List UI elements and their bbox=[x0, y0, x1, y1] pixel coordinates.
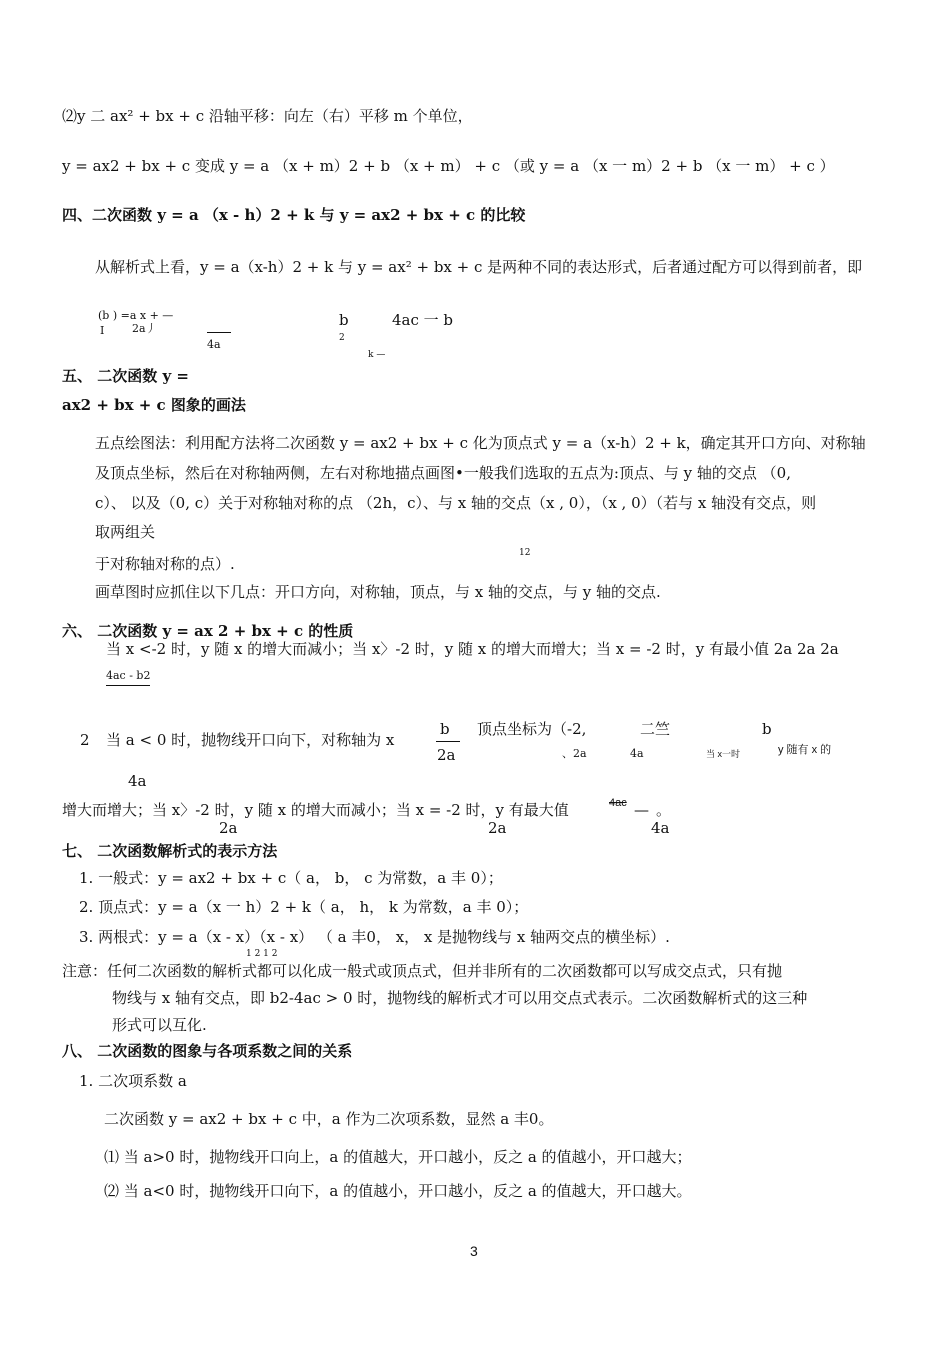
page-number: 3 bbox=[470, 1243, 478, 1259]
section-6-fragment: — bbox=[634, 801, 649, 819]
formula-fragment: 4a bbox=[207, 338, 221, 351]
section-4-paragraph: 从解析式上看，y = a（x-h）2 + k 与 y = ax² + bx + c 是两种不同的表达形式，后者通过配方可以得到前者，即 bbox=[95, 258, 863, 276]
section-8-paragraph: ⑵ 当 a<0 时，抛物线开口向下，a 的值越小，开口越小，反之 a 的值越大，开口越大。 bbox=[104, 1182, 692, 1200]
formula-fragment: 2 bbox=[339, 333, 345, 343]
fraction-denominator: 2a bbox=[437, 746, 456, 764]
section-6-fragment: y 随有 x 的 bbox=[778, 744, 832, 756]
section-4-title: 四、二次函数 y = a （x - h）2 + k 与 y = ax2 + bx + c 的比较 bbox=[62, 206, 526, 224]
section-8-paragraph: 二次函数 y = ax2 + bx + c 中，a 作为二次项系数，显然 a 丰0。 bbox=[104, 1110, 554, 1128]
formula-fragment: (b ) =a x + — bbox=[98, 309, 174, 322]
list-item: 2. 顶点式：y = a（x 一 h）2 + k（ a， h， k 为常数，a 丰 0）； bbox=[79, 898, 529, 916]
section-6-fragment: 顶点坐标为（-2, bbox=[477, 720, 587, 738]
section-6-fragment: 当 x一时 bbox=[706, 749, 741, 759]
section-8-title: 八、 二次函数的图象与各项系数之间的关系 bbox=[62, 1042, 353, 1060]
list-item: 1. 二次项系数 a bbox=[79, 1072, 187, 1090]
section-8-paragraph: ⑴ 当 a>0 时，抛物线开口向上，a 的值越大，开口越小，反之 a 的值越小，开口越大； bbox=[104, 1148, 692, 1166]
section-5-title: 五、 二次函数 y = bbox=[62, 367, 189, 385]
formula-fragment: 4ac 一 b bbox=[392, 311, 454, 329]
section-5-paragraph: 五点绘图法：利用配方法将二次函数 y = ax2 + bx + c 化为顶点式 y = a（x-h）2 + k，确定其开口方向、对称轴 bbox=[95, 434, 866, 452]
section-7-title: 七、 二次函数解析式的表示方法 bbox=[62, 842, 278, 860]
formula-fragment: I bbox=[100, 324, 105, 337]
section-6-fraction: 4ac - b2 bbox=[106, 667, 150, 686]
section-6-fragment: 、2a bbox=[562, 747, 587, 760]
subscript-note: 12 bbox=[519, 548, 531, 558]
section-6-fragment: 二竺 bbox=[640, 720, 671, 738]
note-paragraph: 注意：任何二次函数的解析式都可以化成一般式或顶点式，但并非所有的二次函数都可以写成交点式，只有抛 bbox=[62, 962, 783, 980]
shift-formula-line: y = ax2 + bx + c 变成 y = a （x + m）2 + b （x + m） + c （或 y = a （x 一 m）2 + b （x 一 m） + c ） bbox=[62, 157, 835, 175]
section-6-fragment: 4a bbox=[128, 772, 147, 790]
section-6-fragment: 4a bbox=[630, 747, 644, 760]
fraction-bar bbox=[207, 332, 231, 333]
item-number: 2 bbox=[80, 731, 90, 749]
section-6-fragment: 2a bbox=[488, 819, 507, 837]
section-6-line: 当 x <-2 时，y 随 x 的增大而减小；当 x〉-2 时，y 随 x 的增大而增大；当 x = -2 时，y 有最小值 2a 2a 2a bbox=[106, 640, 839, 658]
list-item: 1. 一般式：y = ax2 + bx + c（ a， b， c 为常数，a 丰 0）； bbox=[79, 869, 503, 887]
section-5-paragraph: 于对称轴对称的点）. bbox=[95, 555, 235, 573]
section-6-fragment: b bbox=[762, 720, 772, 738]
section-5-paragraph: 取两组关 bbox=[95, 523, 156, 541]
section-6-line: 当 a < 0 时，抛物线开口向下，对称轴为 x bbox=[106, 731, 395, 749]
section-6-fragment: 2a bbox=[219, 819, 238, 837]
formula-fragment: b bbox=[339, 311, 349, 329]
note-paragraph: 物线与 x 轴有交点，即 b2-4ac > 0 时，抛物线的解析式才可以用交点式表示。二次函数解析式的这三种 bbox=[112, 989, 808, 1007]
list-item: 3. 两根式：y = a（x - x）（x - x） （ a 丰0， x， x 是抛物线与 x 轴两交点的横坐标）. bbox=[79, 928, 670, 946]
formula-fragment: k — bbox=[368, 350, 386, 360]
section-5-paragraph: 及顶点坐标，然后在对称轴两侧，左右对称地描点画图•一般我们选取的五点为:顶点、与 y 轴的交点 （0, bbox=[95, 464, 791, 482]
section-6-fragment: 4a bbox=[651, 819, 670, 837]
fraction-bar bbox=[436, 741, 460, 742]
section-5-title-cont: ax2 + bx + c 图象的画法 bbox=[62, 396, 246, 414]
subscript-note: 1 2 1 2 bbox=[246, 949, 278, 959]
fraction-numerator: b bbox=[440, 720, 450, 738]
shift-rule-line: ⑵y 二 ax² + bx + c 沿轴平移：向左（右）平移 m 个单位， bbox=[62, 107, 473, 125]
section-6-title: 六、 二次函数 y = ax 2 + bx + c 的性质 bbox=[62, 622, 354, 640]
section-6-fragment: 。 bbox=[656, 801, 672, 819]
formula-fragment: 2a丿 bbox=[132, 322, 157, 335]
section-6-fragment: 4ac bbox=[609, 797, 627, 809]
section-5-paragraph: c）、 以及（0, c）关于对称轴对称的点 （2h，c）、与 x 轴的交点（x , 0），（x , 0）（若与 x 轴没有交点，则 bbox=[95, 494, 817, 512]
section-5-paragraph: 画草图时应抓住以下几点：开口方向，对称轴，顶点，与 x 轴的交点，与 y 轴的交点. bbox=[95, 583, 661, 601]
section-6-line: 增大而增大；当 x〉-2 时，y 随 x 的增大而减小；当 x = -2 时，y 有最大值 bbox=[62, 801, 569, 819]
note-paragraph: 形式可以互化. bbox=[112, 1016, 207, 1034]
